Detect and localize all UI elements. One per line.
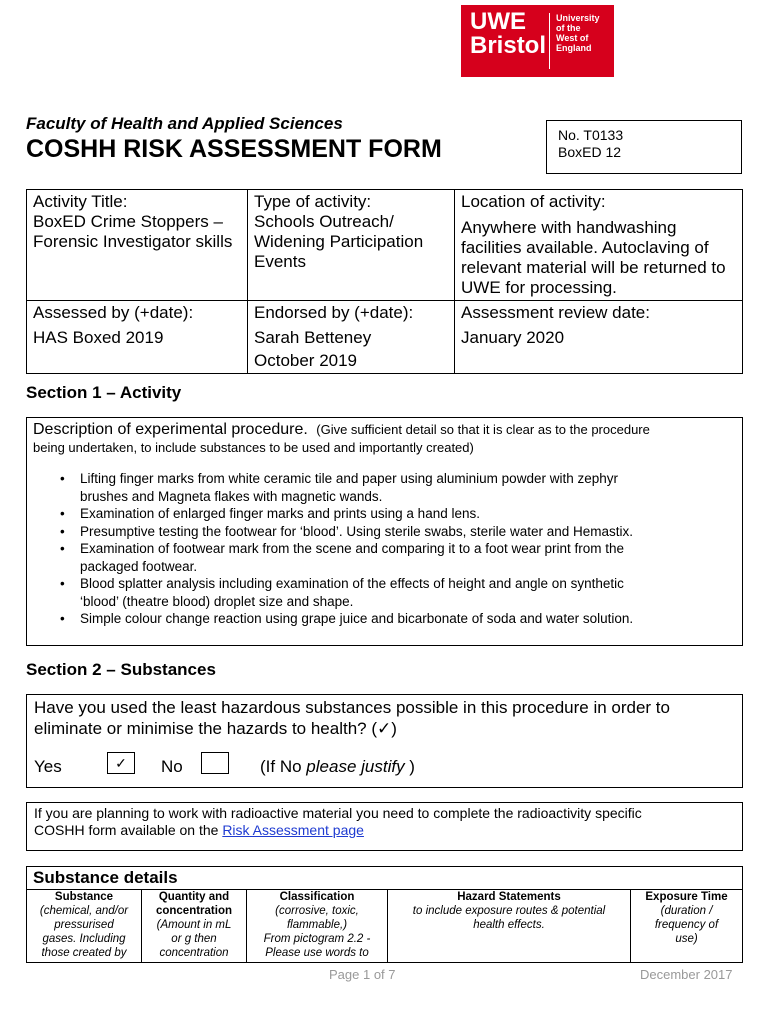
section2-heading: Section 2 – Substances (26, 660, 216, 679)
activity-title-label: Activity Title: (33, 192, 128, 211)
form-title: COSHH RISK ASSESSMENT FORM (26, 135, 442, 163)
procedure-list (27, 470, 742, 628)
column-classification: Classification (corrosive, toxic, flammable,) From pictogram 2.2 - Please use words to (247, 890, 388, 963)
activity-type-cell (248, 190, 455, 301)
footer-date: December 2017 (640, 967, 733, 982)
faculty-name: Faculty of Health and Applied Sciences (26, 114, 343, 133)
endorsed-by-label: Endorsed by (+date): (254, 303, 414, 322)
list-item: • Blood splatter analysis including examination of the effects of height and angle on synthetic ‘blood’ (theatre blood) droplet size and shape. (27, 575, 742, 610)
question-line1: Have you used the least hazardous substances possible in this procedure in order to (34, 698, 670, 717)
section1-heading: Section 1 – Activity (26, 383, 182, 402)
endorsed-by-name: Sarah Betteney (254, 328, 372, 347)
list-item: • Examination of footwear mark from the scene and comparing it to a foot wear print from the packaged footwear. (27, 540, 742, 575)
yes-label: Yes (34, 757, 62, 776)
risk-assessment-link[interactable]: Risk Assessment page (222, 822, 364, 838)
list-item: • Lifting finger marks from white ceramic tile and paper using aluminium powder with zephyr brushes and Magneta flakes with magnetic wands. (27, 470, 742, 505)
procedure-description-box (26, 417, 743, 646)
activity-location-label: Location of activity: (461, 192, 606, 211)
assessed-by-value: HAS Boxed 2019 (33, 328, 164, 347)
column-substance: Substance (chemical, and/or pressurised gases. Including those created by (27, 890, 142, 963)
uwe-bristol-logo (461, 5, 614, 77)
activity-location-value: Anywhere with handwashing facilities available. Autoclaving of relevant material will be returned to UWE for processing. (461, 218, 726, 297)
endorsed-by-date: October 2019 (254, 351, 358, 370)
procedure-description-note2: being undertaken, to include substances to be used and importantly created) (33, 440, 474, 455)
page-number: Page 1 of 7 (329, 967, 396, 982)
radioactive-note-line1: If you are planning to work with radioactive material you need to complete the radioactivity specific (34, 805, 642, 821)
review-date-value: January 2020 (461, 328, 565, 347)
logo-line1: UWE (470, 8, 526, 35)
radioactive-note-box (26, 802, 743, 851)
column-exposure-time: Exposure Time (duration / frequency of use) (631, 890, 743, 963)
no-checkbox[interactable] (201, 752, 229, 774)
yes-checkbox[interactable]: ✓ (107, 752, 135, 774)
activity-location-cell (455, 190, 743, 301)
column-hazard-statements: Hazard Statements to include exposure routes & potential health effects. (388, 890, 631, 963)
activity-info-table (26, 189, 743, 374)
list-item: • Simple colour change reaction using grape juice and bicarbonate of soda and water solution. (27, 610, 742, 628)
justify-note: (If No please justify ) (260, 757, 415, 776)
assessed-by-label: Assessed by (+date): (33, 303, 194, 322)
radioactive-note-line2: COSHH form available on the Risk Assessment page (34, 822, 364, 838)
logo-line2: Bristol (470, 32, 547, 59)
procedure-description-label: Description of experimental procedure. (33, 421, 308, 438)
least-hazardous-box (26, 694, 743, 788)
activity-type-value: Schools Outreach/ Widening Participation Events (254, 212, 424, 271)
activity-type-label: Type of activity: (254, 192, 372, 211)
endorsed-by-cell (248, 301, 455, 374)
form-number: No. T0133 (558, 127, 624, 143)
logo-divider (549, 13, 550, 69)
no-label: No (161, 757, 183, 776)
activity-title-value: BoxED Crime Stoppers – Forensic Investigator skills (33, 212, 233, 251)
column-quantity: Quantity and concentration (Amount in mL or g then concentration (142, 890, 247, 963)
procedure-description-note: (Give sufficient detail so that it is clear as to the procedure (316, 422, 650, 437)
assessed-by-cell (27, 301, 248, 374)
substance-details-title: Substance details (27, 867, 743, 890)
review-date-label: Assessment review date: (461, 303, 650, 322)
substance-details-table (26, 866, 743, 963)
list-item: • Presumptive testing the footwear for ‘blood’. Using sterile swabs, sterile water and Hemastix. (27, 523, 742, 541)
activity-title-cell (27, 190, 248, 301)
logo-small-text: University of the West of England (556, 13, 600, 53)
list-item: • Examination of enlarged finger marks and prints using a hand lens. (27, 505, 742, 523)
form-number-box (546, 120, 742, 174)
form-code: BoxED 12 (558, 144, 622, 160)
review-date-cell (455, 301, 743, 374)
question-line2: eliminate or minimise the hazards to health? (✓) (34, 719, 397, 738)
